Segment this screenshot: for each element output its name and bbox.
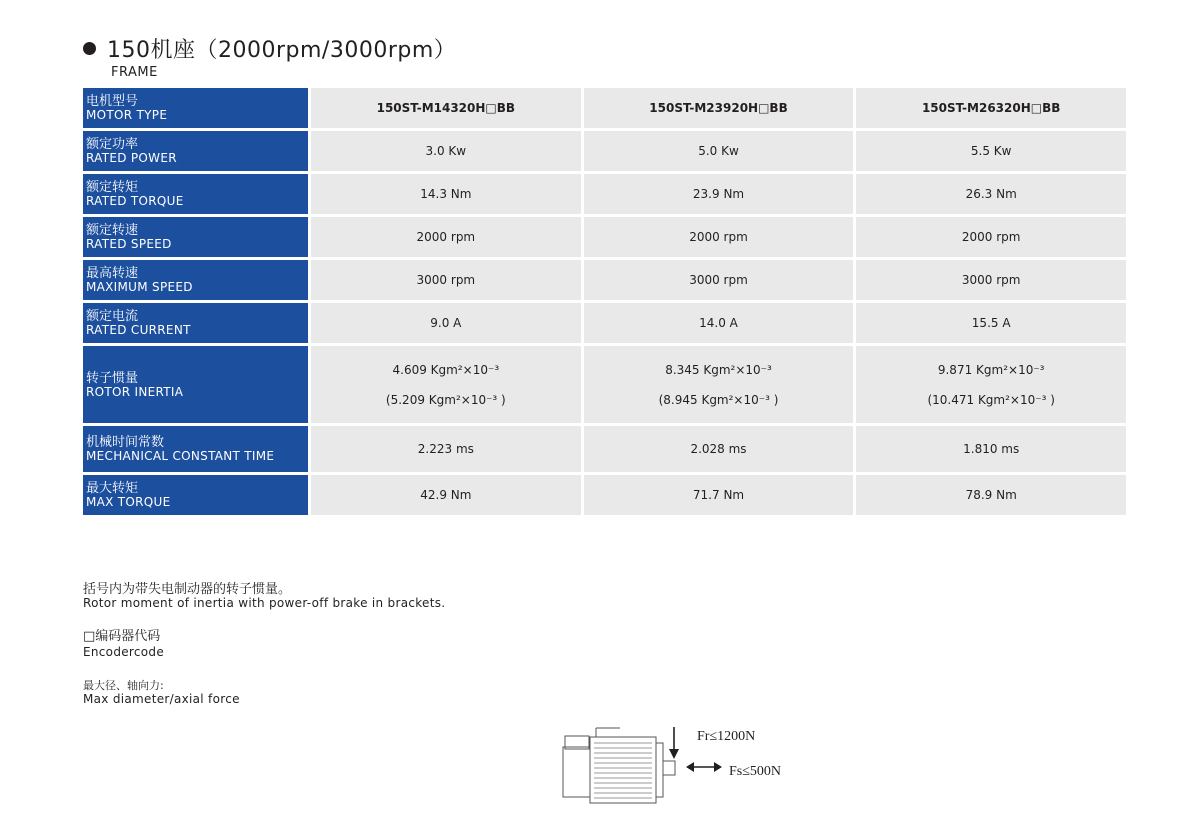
table-row-rated-current — [83, 303, 1126, 343]
inertia-brake-value: (5.209 Kgm²×10⁻³ ) — [385, 392, 506, 407]
row-label-en: MAXIMUM SPEED — [86, 280, 193, 294]
row-label — [83, 88, 308, 128]
value-cell: 1.810 ms — [856, 426, 1126, 472]
row-label-en: MAX TORQUE — [86, 495, 171, 509]
row-label-cn: 最高转速 — [86, 266, 139, 281]
page-subtitle: FRAME — [111, 65, 158, 80]
radial-force-label: Fr≤1200N — [697, 729, 756, 744]
value-cell: 3000 rpm — [311, 260, 581, 300]
motor-model-cell: 150ST-M23920H□BB — [584, 88, 854, 128]
row-label-en: MOTOR TYPE — [86, 108, 168, 122]
table-row-maximum-speed — [83, 260, 1126, 300]
motor-model-cell: 150ST-M14320H□BB — [311, 88, 581, 128]
row-label-en: RATED POWER — [86, 151, 177, 165]
shaft-force-diagram — [560, 723, 820, 809]
value-cell: 2.028 ms — [584, 426, 854, 472]
value-cell: 2000 rpm — [584, 217, 854, 257]
inertia-value: 8.345 Kgm²×10⁻³ — [665, 362, 772, 377]
inertia-brake-value: (10.471 Kgm²×10⁻³ ) — [927, 392, 1055, 407]
row-label — [83, 303, 308, 343]
inertia-value: 9.871 Kgm²×10⁻³ — [937, 362, 1045, 377]
row-label-en: RATED CURRENT — [86, 323, 191, 337]
row-label-cn: 电机型号 — [86, 94, 139, 109]
value-cell: 23.9 Nm — [584, 174, 854, 214]
row-label-cn: 额定功率 — [86, 137, 139, 152]
row-label — [83, 426, 308, 472]
table-row-rotor-inertia — [83, 346, 1126, 423]
row-label-en: ROTOR INERTIA — [86, 384, 184, 399]
row-label — [83, 217, 308, 257]
axial-force-label: Fs≤500N — [729, 764, 782, 779]
value-cell: 14.0 A — [584, 303, 854, 343]
row-label-cn: 额定转速 — [86, 223, 139, 238]
bullet-icon — [83, 42, 96, 55]
row-label — [83, 131, 308, 171]
value-cell: 15.5 A — [856, 303, 1126, 343]
value-cell: 5.0 Kw — [584, 131, 854, 171]
value-cell: 3000 rpm — [856, 260, 1126, 300]
brake-note-en: Rotor moment of inertia with power-off brake in brackets. — [83, 596, 446, 610]
value-cell: 71.7 Nm — [584, 475, 854, 515]
encoder-note-cn: □编码器代码 — [83, 629, 161, 644]
table-row-max-torque — [83, 475, 1126, 515]
table-row-motor-type — [83, 88, 1126, 128]
row-label — [83, 174, 308, 214]
inertia-value: 4.609 Kgm²×10⁻³ — [392, 362, 500, 377]
row-label-en: RATED SPEED — [86, 237, 172, 251]
value-cell: 9.0 A — [311, 303, 581, 343]
encoder-note-en: Encodercode — [83, 645, 165, 659]
force-note-en: Max diameter/axial force — [83, 692, 240, 706]
row-label — [83, 346, 308, 423]
row-label-en: MECHANICAL CONSTANT TIME — [86, 449, 275, 463]
value-cell — [584, 346, 854, 423]
value-cell: 5.5 Kw — [856, 131, 1126, 171]
value-cell: 2000 rpm — [856, 217, 1126, 257]
page-title: 150机座（2000rpm/3000rpm） — [107, 38, 457, 63]
value-cell: 42.9 Nm — [311, 475, 581, 515]
table-row-rated-torque — [83, 174, 1126, 214]
value-cell — [311, 346, 581, 423]
value-cell: 26.3 Nm — [856, 174, 1126, 214]
value-cell: 2.223 ms — [311, 426, 581, 472]
row-label-cn: 机械时间常数 — [86, 435, 165, 450]
table-row-rated-power — [83, 131, 1126, 171]
spec-table — [83, 88, 1126, 518]
row-label-cn: 转子惯量 — [86, 370, 139, 386]
table-row-mechanical-constant-time — [83, 426, 1126, 472]
value-cell: 2000 rpm — [311, 217, 581, 257]
motor-model-cell: 150ST-M26320H□BB — [856, 88, 1126, 128]
row-label — [83, 475, 308, 515]
force-note-cn: 最大径、轴向力: — [83, 679, 164, 692]
table-row-rated-speed — [83, 217, 1126, 257]
row-label-cn: 额定电流 — [86, 309, 139, 324]
row-label-cn: 最大转矩 — [86, 481, 139, 496]
value-cell — [856, 346, 1126, 423]
value-cell: 3000 rpm — [584, 260, 854, 300]
row-label-cn: 额定转矩 — [86, 180, 139, 195]
inertia-brake-value: (8.945 Kgm²×10⁻³ ) — [658, 392, 779, 407]
row-label-en: RATED TORQUE — [86, 194, 184, 208]
brake-note-cn: 括号内为带失电制动器的转子惯量。 — [83, 582, 292, 597]
page-header — [83, 33, 456, 64]
value-cell: 3.0 Kw — [311, 131, 581, 171]
value-cell: 78.9 Nm — [856, 475, 1126, 515]
row-label — [83, 260, 308, 300]
value-cell: 14.3 Nm — [311, 174, 581, 214]
